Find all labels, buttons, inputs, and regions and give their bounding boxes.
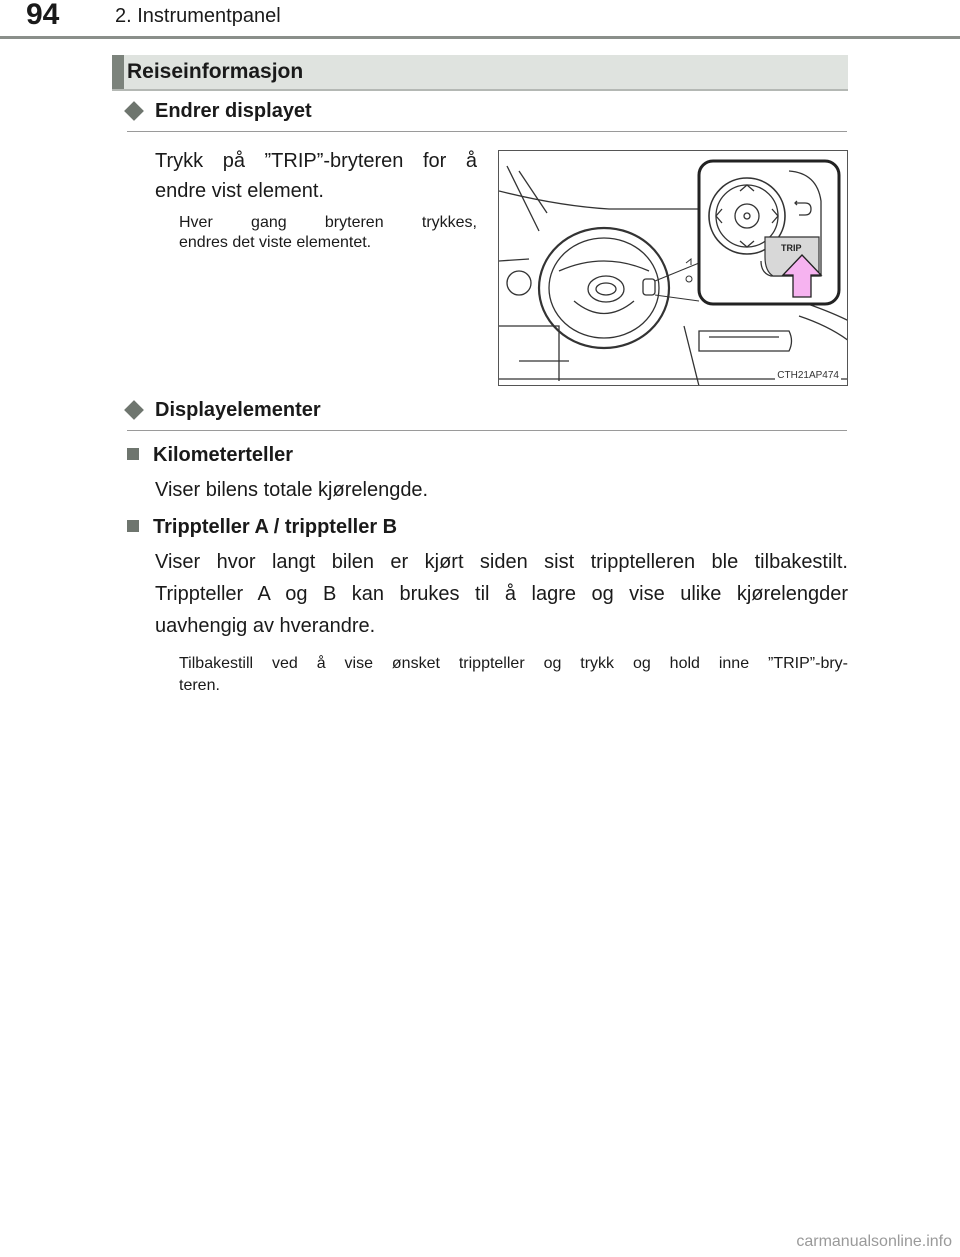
- section-bar-accent: [112, 55, 124, 89]
- steering-wheel-drawing: [499, 151, 848, 386]
- trip-note-line2: teren.: [179, 677, 220, 694]
- subheading-display-items-text: Displayelementer: [155, 399, 321, 421]
- trip-heading: [127, 515, 397, 539]
- subheading-display-items: [127, 398, 847, 431]
- trip-button-label: TRIP: [781, 243, 802, 253]
- header-rule: [0, 36, 960, 39]
- change-display-body-line2: endre vist element.: [155, 180, 324, 202]
- trip-note-line1: Tilbakestill ved å vise ønsket trippteller og trykk og hold inne ”TRIP”-bry-: [179, 655, 848, 672]
- square-bullet-icon: [127, 448, 139, 460]
- chapter-title: 2. Instrumentpanel: [115, 5, 281, 27]
- subheading-change-display-text: Endrer displayet: [155, 100, 312, 122]
- footer-watermark: carmanualsonline.info: [796, 1233, 952, 1250]
- trip-body-line2: Trippteller A og B kan brukes til å lagre og vise ulike kjørelengder: [155, 583, 848, 605]
- figure-code: CTH21AP474: [777, 370, 839, 381]
- subheading-change-display: [127, 99, 847, 132]
- diamond-icon: [124, 101, 144, 121]
- trip-body-line3: uavhengig av hverandre.: [155, 615, 376, 637]
- change-display-note-line2: endres det viste elementet.: [179, 234, 372, 251]
- trip-heading-text: Trippteller A / trippteller B: [153, 516, 398, 538]
- odometer-heading-text: Kilometerteller: [153, 444, 294, 466]
- odometer-heading: [127, 443, 293, 467]
- section-title-bar: [112, 55, 848, 91]
- steering-wheel-illustration: [498, 150, 848, 386]
- section-title: Reiseinformasjon: [127, 60, 304, 83]
- diamond-icon: [124, 400, 144, 420]
- page-number: 94: [26, 0, 60, 31]
- square-bullet-icon: [127, 520, 139, 532]
- odometer-body: Viser bilens totale kjørelengde.: [155, 479, 429, 501]
- change-display-body-line1: Trykk på ”TRIP”-bryteren for å: [155, 150, 477, 172]
- change-display-note-line1: Hver gang bryteren trykkes,: [179, 214, 477, 231]
- trip-body-line1: Viser hvor langt bilen er kjørt siden sist tripptelleren ble tilbakestilt.: [155, 551, 848, 573]
